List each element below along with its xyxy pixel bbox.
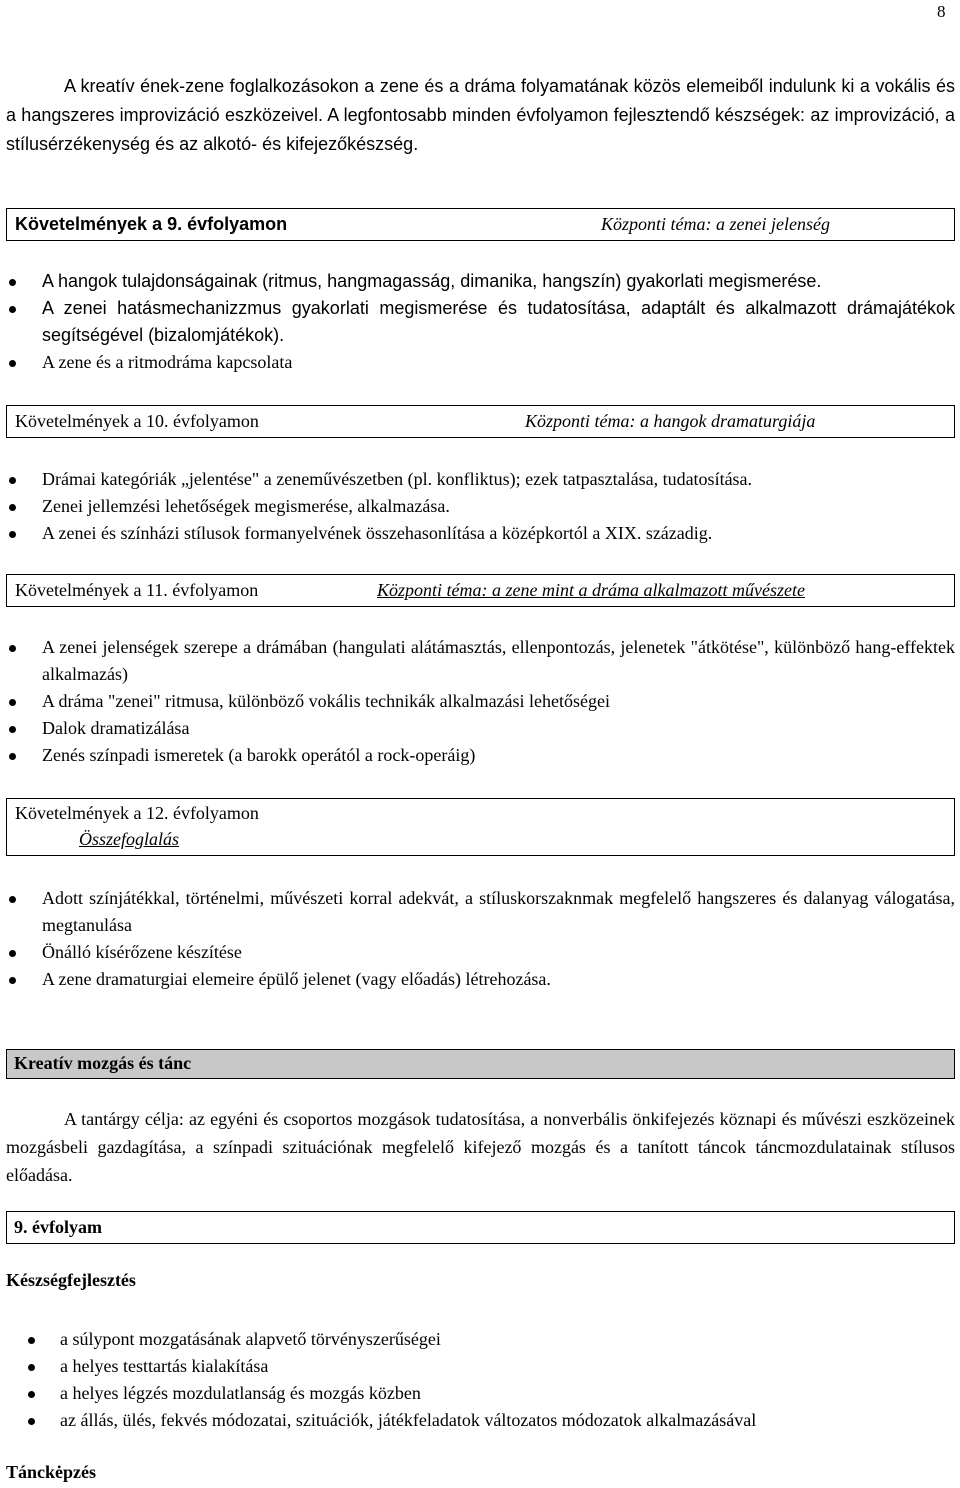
requirements-grade-9-box	[6, 208, 955, 241]
list-item: Önálló kísérőzene készítése	[6, 939, 955, 966]
requirements-grade-12-box	[6, 798, 955, 856]
central-theme-grade-10: Központi téma: a hangok dramaturgiája	[525, 411, 816, 431]
list-item: A zene dramaturgiai elemeire épülő jelenet (vagy előadás) létrehozása.	[6, 966, 955, 993]
requirements-grade-12-label: Követelmények a 12. évfolyamon	[15, 803, 259, 823]
dance-training-title: Tánckėpzés	[6, 1462, 96, 1482]
dance-section-heading-box	[6, 1049, 955, 1079]
intro-paragraph: A kreatív ének-zene foglalkozásokon a zene és a dráma folyamatának közös elemeiből indulunk ki a vokális és a hangszeres improvizáció eszközeivel. A legfontosabb minden évfolyamon fejlesztendő készségek: az improvizáció, a stílusérzékenység és az alkotó- és kifejezőkészség.	[6, 76, 955, 154]
list-item: A zenei jelenségek szerepe a drámában (hangulati alátámasztás, ellenpontozás, jelenetek "átkötése", különböző hang-effektek alkalmazás)	[6, 634, 955, 688]
grade-9-dance-box	[6, 1211, 955, 1244]
requirements-grade-11-label: Követelmények a 11. évfolyamon	[15, 580, 259, 600]
skills-list	[6, 1326, 955, 1434]
summary-subtitle: Összefoglalás	[79, 829, 180, 849]
grade-9-dance-label: 9. évfolyam	[14, 1217, 102, 1237]
list-item: A hangok tulajdonságainak (ritmus, hangmagasság, dimanika, hangszín) gyakorlati megismerése.	[6, 268, 955, 295]
list-item: Drámai kategóriák „jelentése" a zeneművészetben (pl. konfliktus); ezek tatpasztalása, tudatosítása.	[6, 466, 955, 493]
central-theme-grade-11: Központi téma: a zene mint a dráma alkalmazott művészete	[377, 580, 805, 600]
grade-12-list	[6, 885, 955, 993]
central-theme-grade-9: Központi téma: a zenei jelenség	[601, 214, 830, 234]
list-item: Dalok dramatizálása	[6, 715, 955, 742]
dance-intro-paragraph: A tantárgy célja: az egyéni és csoportos mozgások tudatosítása, a nonverbális önkifejezés köznapi és művészi eszközeinek mozgásbeli gazdagítása, a színpadi szituációnak megfelelő kifejező mozgás és a tanított táncok táncmozdulatainak stílusos előadása.	[6, 1109, 955, 1185]
requirements-grade-10-box	[6, 405, 955, 438]
requirements-grade-11-box	[6, 574, 955, 607]
grade-11-list	[6, 634, 955, 769]
list-item: A zenei hatásmechanizzmus gyakorlati megismerése és tudatosítása, adaptált és alkalmazott drámajátékok segítségével (bizalomjátékok).	[6, 295, 955, 349]
grade-10-list	[6, 466, 955, 547]
list-item: A zene és a ritmodráma kapcsolata	[6, 349, 955, 376]
list-item: az állás, ülés, fekvés módozatai, szituációk, játékfeladatok változatos módozatok alkalmazásával	[6, 1407, 955, 1434]
list-item: Adott színjátékkal, történelmi, művészeti korral adekvát, a stíluskorszaknmak megfelelő hangszeres és dalanyag válogatása, megtanulása	[6, 885, 955, 939]
list-item: A zenei és színházi stílusok formanyelvének összehasonlítása a középkortól a XIX. századig.	[6, 520, 955, 547]
skills-title: Készségfejlesztés	[6, 1270, 136, 1290]
requirements-grade-9-label: Követelmények a 9. évfolyamon	[15, 214, 288, 234]
dance-section-heading: Kreatív mozgás és tánc	[14, 1053, 192, 1073]
list-item: a helyes testtartás kialakítása	[6, 1353, 955, 1380]
requirements-grade-10-label: Követelmények a 10. évfolyamon	[15, 411, 259, 431]
list-item: a súlypont mozgatásának alapvető törvényszerűségei	[6, 1326, 955, 1353]
list-item: Zenés színpadi ismeretek (a barokk operától a rock-operáig)	[6, 742, 955, 769]
list-item: Zenei jellemzési lehetőségek megismerése, alkalmazása.	[6, 493, 955, 520]
grade-9-list	[6, 268, 955, 376]
list-item: a helyes légzés mozdulatlanság és mozgás közben	[6, 1380, 955, 1407]
page-number: 8	[937, 2, 946, 21]
list-item: A dráma "zenei" ritmusa, különböző vokális technikák alkalmazási lehetőségei	[6, 688, 955, 715]
